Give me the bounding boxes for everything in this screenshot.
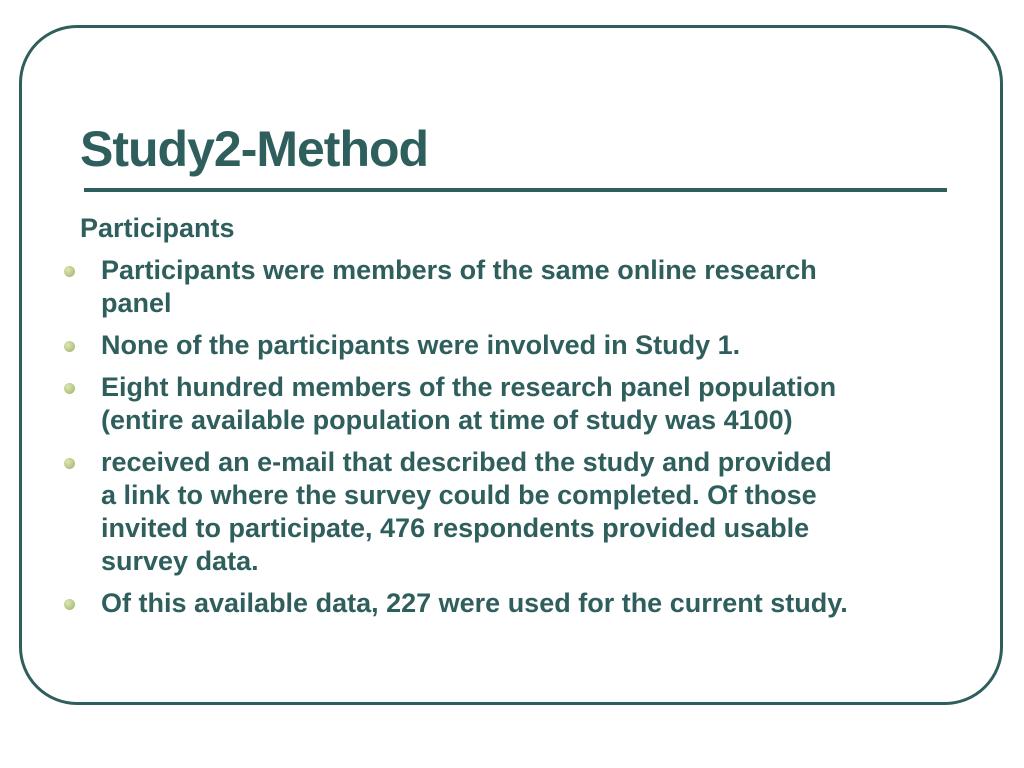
bullet-line: a link to where the survey could be completed. Of those [101, 480, 817, 510]
bullet-line: Of this available data, 227 were used for the current study. [101, 588, 848, 618]
bullet-item [60, 587, 980, 620]
bullet-item [60, 329, 980, 362]
bullet-line: survey data. [101, 546, 259, 576]
bullet-line: invited to participate, 476 respondents provided usable [101, 513, 810, 543]
section-subheading: Participants [80, 213, 235, 243]
bullet-dot-icon [64, 383, 75, 394]
bullet-list [60, 254, 980, 629]
bullet-line: received an e-mail that described the study and provided [101, 447, 832, 477]
bullet-line: Participants were members of the same online research [101, 255, 817, 285]
bullet-item [60, 254, 980, 320]
slide-title: Study2-Method [80, 121, 429, 177]
bullet-line: None of the participants were involved in Study 1. [101, 330, 741, 360]
bullet-dot-icon [64, 599, 75, 610]
title-underline-divider [84, 188, 947, 192]
bullet-dot-icon [64, 458, 75, 469]
bullet-line: (entire available population at time of study was 4100) [101, 405, 793, 435]
bullet-line: Eight hundred members of the research panel population [101, 372, 837, 402]
bullet-dot-icon [64, 341, 75, 352]
bullet-line: panel [101, 288, 172, 318]
bullet-item [60, 446, 980, 578]
bullet-item [60, 371, 980, 437]
bullet-dot-icon [64, 266, 75, 277]
